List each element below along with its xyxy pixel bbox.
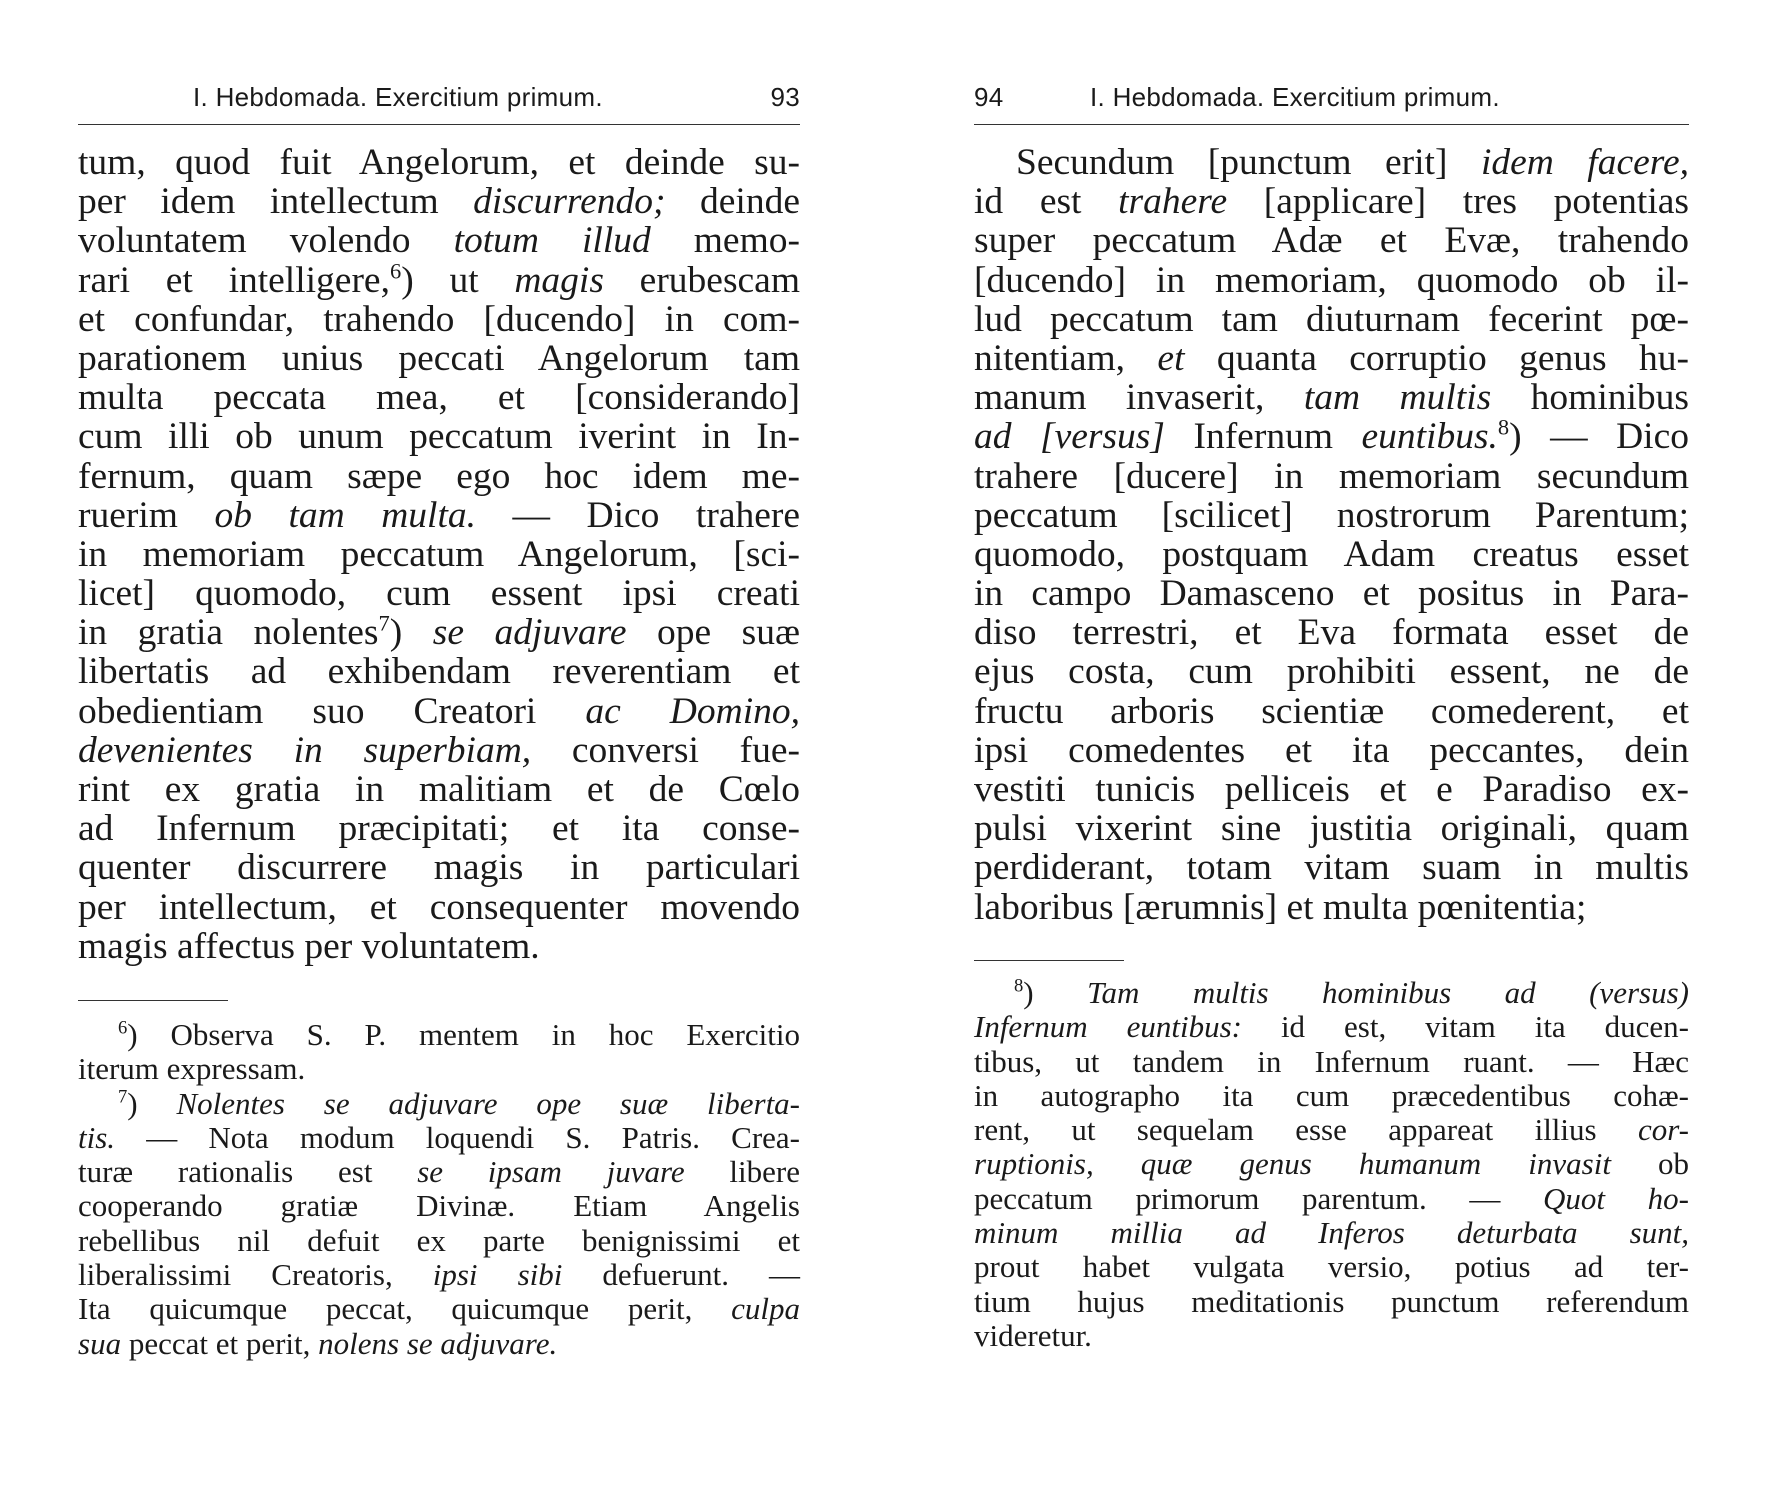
text-line: minum millia ad Inferos deturbata sunt,: [974, 1215, 1689, 1251]
running-head-title: I. Hebdomada. Exercitium primum.: [1090, 82, 1500, 112]
right-page: [974, 0, 1689, 1500]
text-line: ad Infernum præcipitati; et ita conse-: [78, 808, 800, 850]
text-line: peccatum [scilicet] nostrorum Parentum;: [974, 494, 1689, 536]
text-line: nitentiam, et quanta corruptio genus hu-: [974, 337, 1690, 379]
text-line: cooperando gratiæ Divinæ. Etiam Angelis: [78, 1188, 800, 1224]
text-line: tum, quod fuit Angelorum, et deinde su-: [78, 142, 800, 183]
running-head: [78, 82, 800, 122]
text-line: in gratia nolentes$^7$) se adjuvare ope suæ: [78, 610, 800, 654]
text-line: voluntatem volendo totum illud memo-: [78, 220, 800, 262]
text-line: perdiderant, totam vitam suam in multis: [974, 847, 1689, 889]
text-line: turæ rationalis est se ipsam juvare libere: [78, 1154, 801, 1190]
text-line: in autographo ita cum præcedentibus cohæ-: [974, 1077, 1689, 1113]
text-line: Ita quicumque peccat, quicumque perit, culpa: [78, 1291, 800, 1327]
text-line: liberalissimi Creatoris, ipsi sibi defuerunt. —: [78, 1257, 800, 1293]
text-line: per idem intellectum discurrendo; deinde: [78, 181, 800, 223]
text-line: super peccatum Adæ et Evæ, trahendo: [974, 220, 1689, 262]
body-text: [974, 143, 1689, 927]
text-line: $^8$) Tam multis hominibus ad (versus): [1014, 975, 1689, 1010]
text-line: [ducendo] in memoriam, quomodo ob il-: [974, 259, 1689, 301]
text-line: in memoriam peccatum Angelorum, [sci-: [78, 533, 800, 575]
text-line: rent, ut sequelam esse appareat illius cor-: [974, 1112, 1689, 1148]
text-line: licet] quomodo, cum essent ipsi creati: [78, 573, 800, 615]
text-line: quomodo, postquam Adam creatus esset: [974, 533, 1689, 575]
text-line: diso terrestri, et Eva formata esset de: [974, 612, 1689, 654]
text-line: $^6$) Observa S. P. mentem in hoc Exercitio: [118, 1017, 800, 1052]
text-line: ruerim ob tam multa. — Dico trahere: [78, 494, 800, 536]
text-line: devenientes in superbiam, conversi fue-: [78, 729, 800, 771]
text-line: et confundar, trahendo [ducendo] in com-: [78, 298, 800, 340]
text-line: rebellibus nil defuit ex parte benignissimi et: [78, 1222, 800, 1258]
header-rule: [78, 124, 800, 125]
text-line: $^7$) Nolentes se adjuvare ope suæ liberta-: [118, 1085, 800, 1121]
text-line: ruptionis, quæ genus humanum invasit ob: [974, 1146, 1690, 1182]
text-line: rint ex gratia in malitiam et de Cœlo: [78, 769, 800, 810]
text-line: laboribus [ærumnis] et multa pœnitentia;: [974, 886, 1587, 928]
left-page: [78, 0, 800, 1500]
body-text: [78, 143, 800, 966]
text-line: pulsi vixerint sine justitia originali, quam: [974, 808, 1689, 850]
running-head-title: I. Hebdomada. Exercitium primum.: [193, 82, 603, 112]
text-line: quenter discurrere magis in particulari: [78, 847, 800, 889]
text-line: id est trahere [applicare] tres potentias: [974, 181, 1689, 223]
page-number: 93: [770, 82, 800, 112]
text-line: iterum expressam.: [78, 1051, 306, 1087]
text-line: obedientiam suo Creatori ac Domino,: [78, 690, 800, 732]
text-line: prout habet vulgata versio, potius ad ter-: [974, 1249, 1689, 1285]
text-line: Secundum [punctum erit] idem facere,: [1016, 142, 1689, 183]
text-line: cum illi ob unum peccatum iverint in In-: [78, 416, 800, 458]
running-head: [974, 82, 1689, 122]
text-line: in campo Damasceno et positus in Para-: [974, 573, 1689, 615]
text-line: sua peccat et perit, nolens se adjuvare.: [78, 1325, 558, 1361]
text-line: multa peccata mea, et [considerando]: [78, 377, 800, 419]
text-line: per intellectum, et consequenter movendo: [78, 886, 800, 928]
text-line: magis affectus per voluntatem.: [78, 925, 540, 967]
text-line: Infernum euntibus: id est, vitam ita ducen-: [974, 1009, 1689, 1045]
text-line: parationem unius peccati Angelorum tam: [78, 337, 800, 379]
text-line: rari et intelligere,$^6$) ut magis erubescam: [78, 258, 800, 301]
text-line: vestiti tunicis pelliceis et e Paradiso ex-: [974, 769, 1689, 810]
footnote-rule: [974, 960, 1124, 961]
text-line: lud peccatum tam diuturnam fecerint pœ-: [974, 298, 1689, 340]
header-rule: [974, 124, 1689, 125]
text-line: ejus costa, cum prohibiti essent, ne de: [974, 651, 1689, 693]
text-line: trahere [ducere] in memoriam secundum: [974, 455, 1689, 497]
footnotes: [78, 1018, 800, 1361]
footnotes: [974, 976, 1689, 1353]
text-line: manum invaserit, tam multis hominibus: [974, 377, 1689, 419]
text-line: libertatis ad exhibendam reverentiam et: [78, 651, 800, 693]
text-line: tibus, ut tandem in Infernum ruant. — Hæc: [974, 1043, 1689, 1079]
text-line: videretur.: [974, 1317, 1092, 1353]
text-line: ipsi comedentes et ita peccantes, dein: [974, 729, 1689, 771]
text-line: fructu arboris scientiæ comederent, et: [974, 690, 1689, 732]
text-line: tis. — Nota modum loquendi S. Patris. Crea-: [78, 1119, 800, 1155]
text-line: tium hujus meditationis punctum referendum: [974, 1283, 1689, 1319]
page-number: 94: [974, 82, 1004, 112]
text-line: peccatum primorum parentum. — Quot ho-: [974, 1180, 1689, 1216]
text-line: ad [versus] Infernum euntibus.$^8$) — Dico: [974, 414, 1689, 458]
text-line: fernum, quam sæpe ego hoc idem me-: [78, 455, 800, 497]
footnote-rule: [78, 1000, 228, 1001]
